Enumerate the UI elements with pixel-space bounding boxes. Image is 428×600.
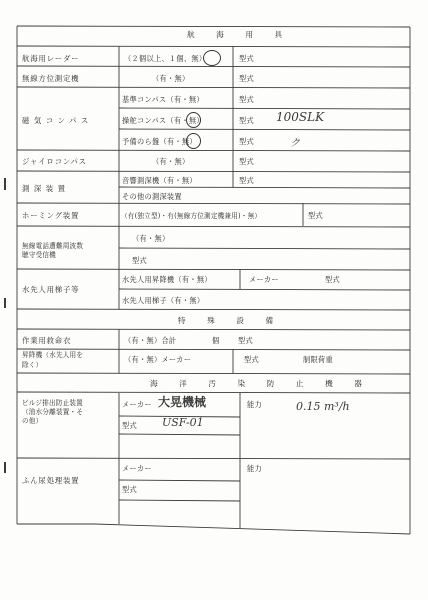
special-section-title: 特 殊 設 備: [178, 316, 281, 325]
rdf-label: 無線方位測定機: [22, 74, 80, 83]
bilge-maker-value: 大晃機械: [158, 395, 207, 409]
gyro-label: ジャイロコンパス: [22, 157, 87, 166]
radiotel-label-line1: 無線電話遭難周波数: [22, 242, 84, 250]
gyro-type-label: 型式: [239, 157, 254, 166]
rdf-option: （有・無）: [152, 74, 190, 83]
echo-sounder-label: 音響測深機（有・無）: [122, 176, 197, 185]
spare-compass-label: 予備のら盤（有・無）: [122, 137, 197, 146]
sounding-label: 測深装置: [22, 184, 70, 193]
binder-mark: [4, 462, 6, 473]
pilot-hoist-label: 水先人用昇降機（有・無）: [122, 275, 212, 284]
bilge-capacity-label: 能力: [247, 400, 262, 409]
selection-circle-radar: [203, 50, 221, 66]
gyro-option: （有・無）: [152, 157, 190, 166]
pilot-ladder-label: 水先人用梯子（有・無）: [122, 296, 205, 305]
pilot-label: 水先人用梯子等: [22, 285, 80, 294]
steering-compass-type-value: 100SLK: [276, 110, 325, 124]
elevator-load-label: 制限荷重: [303, 355, 333, 364]
compass-label: 磁気コンパス: [22, 116, 93, 125]
steering-compass-type-label: 型式: [239, 116, 254, 125]
homing-type-label: 型式: [308, 211, 323, 220]
spare-compass-type-label: 型式: [239, 137, 254, 146]
radar-option: （２個以上、１個、無）: [124, 54, 207, 63]
sewage-label: ふん尿処理装置: [22, 476, 80, 485]
sewage-type-label: 型式: [122, 485, 137, 494]
elevator-label-line2: 除く）: [22, 361, 43, 369]
standard-compass-type-label: 型式: [239, 95, 254, 104]
steering-compass-label: 操舵コンパス（有・無）: [122, 116, 204, 125]
bilge-label-line3: の他）: [22, 417, 43, 425]
other-sounding-label: その他の測深装置: [122, 192, 182, 201]
lifejacket-label: 作業用救命衣: [22, 336, 72, 345]
bilge-label-line2: （油水分離装置・そ: [22, 408, 84, 416]
echo-sounder-type-label: 型式: [239, 176, 254, 185]
radiotel-option: （有・無）: [132, 234, 170, 243]
rdf-type-label: 型式: [239, 74, 254, 83]
bilge-type-value: USF-01: [162, 416, 204, 429]
radar-type-label: 型式: [239, 54, 254, 63]
lifejacket-unit: 個: [212, 336, 220, 345]
binder-mark: [4, 298, 6, 308]
lifejacket-type-label: 型式: [238, 336, 253, 345]
standard-compass-label: 基準コンパス（有・無）: [122, 95, 204, 104]
bilge-capacity-value: 0.15 m³/h: [296, 400, 350, 413]
equipment-section-title: 航 海 用 具: [187, 30, 290, 39]
spare-compass-type-value: ク: [290, 138, 300, 149]
selection-circle-spare: [186, 133, 201, 149]
selection-circle-steering: [186, 112, 201, 128]
radiotel-label-line2: 聴守受信機: [22, 251, 56, 259]
binder-mark: [4, 178, 6, 190]
radar-label: 航海用レーダー: [22, 54, 80, 63]
bilge-type-label: 型式: [122, 421, 137, 430]
sewage-capacity-label: 能力: [247, 464, 262, 473]
bilge-label-line1: ビルジ排出防止装置: [22, 399, 83, 407]
elevator-option: （有・無）メーカー: [124, 355, 192, 364]
pollution-section-title: 海 洋 汚 染 防 止 機 器: [150, 379, 369, 388]
homing-label: ホーミング装置: [22, 211, 80, 220]
sewage-maker-label: メーカー: [122, 464, 152, 473]
radiotel-type-label: 型式: [132, 256, 147, 265]
elevator-label-line1: 昇降機（水先人用を: [22, 351, 84, 359]
elevator-type-label: 型式: [244, 355, 259, 364]
bilge-maker-label: メーカー: [122, 400, 152, 409]
homing-option: （有(独立型)・有(無線方位測定機兼用)・無）: [121, 212, 262, 220]
pilot-hoist-type-label: 型式: [325, 275, 340, 284]
pilot-hoist-maker-label: メーカー: [249, 275, 279, 284]
lifejacket-option: （有・無）合計: [124, 336, 177, 345]
